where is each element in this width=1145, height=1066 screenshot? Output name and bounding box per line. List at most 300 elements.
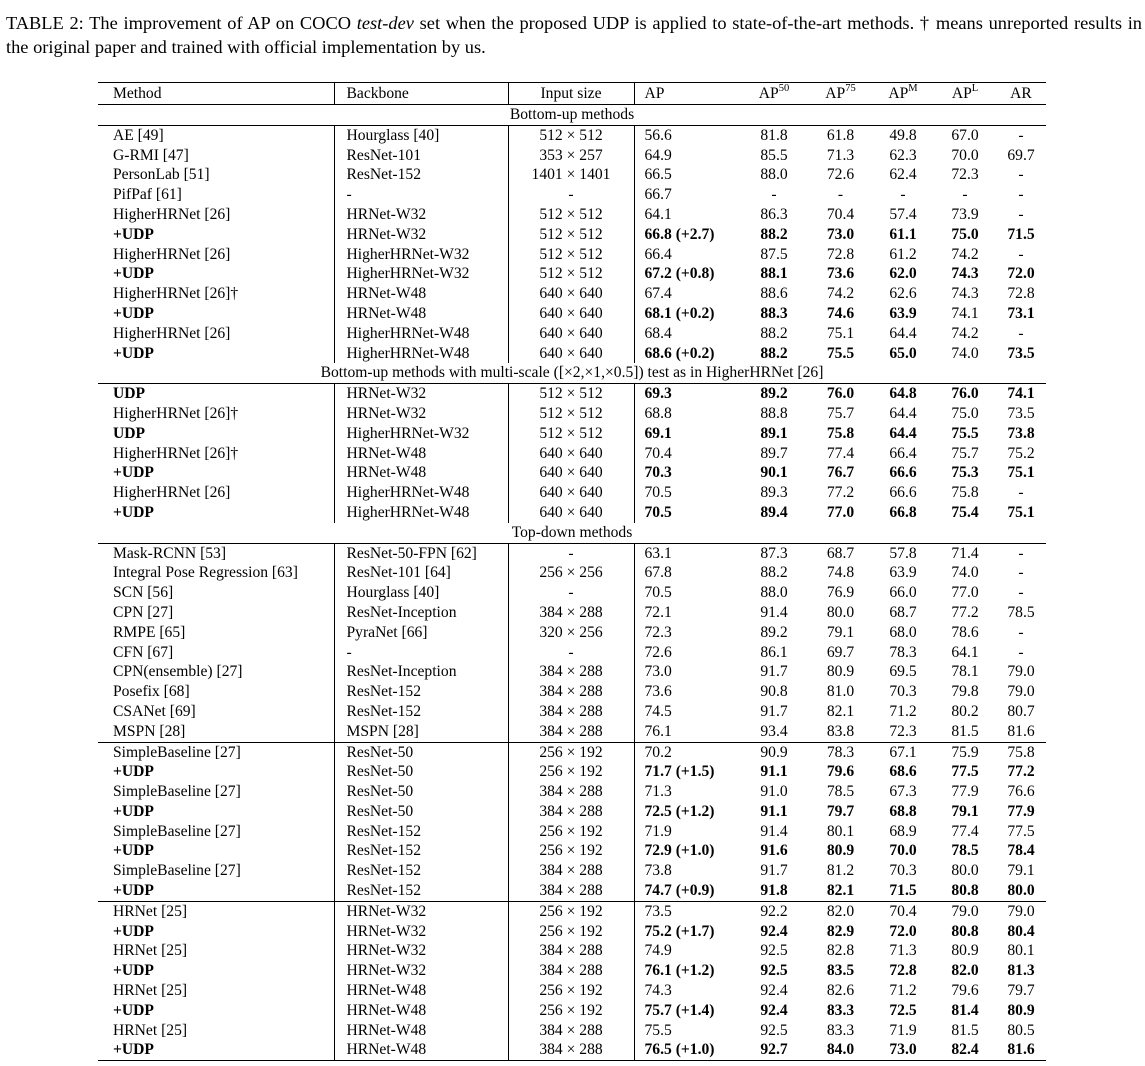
cell-method: +UDP [98,304,334,324]
cell-ar: 77.2 [1007,763,1035,781]
cell-ap50: 91.4 [760,822,788,840]
cell-ap50: 88.6 [760,285,788,303]
table-row [98,603,1046,623]
cell-ap75: 83.3 [826,1001,855,1019]
cell-ap50: 88.2 [760,225,788,243]
cell-ap75: 79.7 [826,802,855,820]
table-row [98,165,1046,185]
cell-ar: - [1018,186,1024,204]
cell-ar: 75.8 [996,742,1046,762]
cell-ar: - [1018,324,1024,342]
cell-input-size: 384 × 288 [508,941,634,961]
header-ap75 [809,83,872,105]
cell-ap50: 90.1 [760,464,788,482]
header-apm [872,83,934,105]
cell-apm: 68.6 [889,763,917,781]
cell-ap: 66.4 [644,245,672,263]
cell-apl: 77.2 [951,603,979,621]
cell-ar: - [1018,623,1024,641]
caption-emphasis: test-dev [356,13,414,33]
cell-ap75: 73.6 [826,265,855,283]
table-row [98,881,1046,901]
cell-method: SimpleBaseline [27] [98,822,334,842]
table-row [98,643,1046,663]
cell-backbone: HRNet-W32 [334,941,508,961]
cell-backbone: HRNet-W48 [334,463,508,483]
cell-backbone: HRNet-W32 [334,922,508,942]
cell-input-size: 256 × 192 [508,922,634,942]
cell-ap75: 82.1 [826,702,855,720]
cell-ap75: 81.0 [826,683,855,701]
cell-ap50: 91.7 [760,663,788,681]
cell-ap: 72.9 (+1.0) [644,842,715,860]
header-ap75-label: AP [825,85,846,102]
cell-backbone: HRNet-W48 [334,1021,508,1041]
cell-method: HigherHRNet [26]† [98,444,334,464]
cell-ap: 63.1 [644,544,672,562]
table-row [98,384,1046,404]
cell-backbone: ResNet-152 [334,861,508,881]
cell-input-size: 256 × 256 [508,563,634,583]
cell-input-size: 384 × 288 [508,782,634,802]
cell-ap75: 75.7 [826,404,855,422]
cell-ap50: 91.1 [760,763,788,781]
header-backbone: Backbone [334,83,508,105]
cell-method: HRNet [25] [98,981,334,1001]
table-row [98,304,1046,324]
cell-ap75: 70.4 [826,205,855,223]
cell-input-size: 353 × 257 [508,146,634,166]
header-ap75-sup: 75 [845,82,856,94]
cell-ap50: 89.7 [760,444,788,462]
section-title: Bottom-up methods [98,105,1046,126]
cell-apm: 64.4 [889,404,917,422]
cell-ap50: 89.2 [760,385,788,403]
table-row [98,861,1046,881]
cell-input-size: 640 × 640 [508,483,634,503]
cell-apm: 66.6 [889,464,917,482]
cell-ap75: 84.0 [809,1040,872,1060]
cell-ap: 71.3 [644,783,672,801]
cell-ap: 67.2 (+0.8) [644,265,715,283]
cell-method: +UDP [98,463,334,483]
cell-ap: 69.1 [644,424,672,442]
cell-ap50: 91.0 [760,783,788,801]
caption-prefix: TABLE 2: The improvement of AP on COCO [6,13,357,33]
cell-ap75: 75.5 [826,344,855,362]
cell-ap: 70.5 [644,584,672,602]
header-ap50-sup: 50 [778,82,790,94]
cell-backbone: HigherHRNet-W32 [334,264,508,284]
table-row [98,324,1046,344]
cell-input-size: 640 × 640 [508,344,634,364]
cell-ap75: 76.0 [826,385,855,403]
cell-ap75: 61.8 [826,126,855,144]
table-row [98,961,1046,981]
cell-ap75: 80.1 [826,822,855,840]
cell-input-size: 512 × 512 [508,225,634,245]
cell-backbone: HigherHRNet-W48 [334,483,508,503]
cell-ap: 69.3 [644,385,672,403]
cell-apm: 68.7 [889,603,917,621]
cell-apl: 77.4 [951,822,979,840]
cell-apl: 74.3 [951,285,979,303]
cell-method: AE [49] [98,125,334,145]
cell-apl: 74.0 [951,344,979,362]
cell-ap50: 92.4 [760,1001,788,1019]
cell-ar: 78.5 [1007,603,1035,621]
cell-method: +UDP [98,961,334,981]
cell-ap75: 68.7 [826,544,855,562]
cell-backbone: HigherHRNet-W48 [334,344,508,364]
cell-input-size: 1401 × 1401 [508,165,634,185]
cell-ap75: 77.2 [826,484,855,502]
cell-ap75: 80.0 [826,603,855,621]
cell-ap50: 92.5 [760,1021,788,1039]
cell-backbone: ResNet-152 [334,881,508,901]
cell-apm: 72.3 [889,722,917,740]
cell-apm: 70.3 [889,683,917,701]
cell-method: SCN [56] [98,583,334,603]
table-row [98,444,1046,464]
cell-method: HigherHRNet [26]† [98,404,334,424]
table-row [98,205,1046,225]
cell-ar: 80.7 [1007,702,1035,720]
cell-apl: 81.5 [951,722,979,740]
cell-ap75: - [837,186,844,204]
cell-ap75: 78.5 [826,783,855,801]
cell-backbone: ResNet-152 [334,822,508,842]
cell-apm: 61.1 [889,225,917,243]
cell-ap50: 91.1 [760,802,788,820]
cell-apm: 72.5 [889,1001,917,1019]
cell-ar: 75.1 [1007,464,1035,482]
cell-backbone: HigherHRNet-W48 [334,503,508,523]
cell-apm: 70.4 [872,901,934,921]
cell-backbone: ResNet-101 [64] [334,563,508,583]
cell-ap75: 75.8 [826,424,855,442]
cell-method: +UDP [98,802,334,822]
cell-apm: 67.3 [889,783,917,801]
cell-ar: 79.0 [996,901,1046,921]
cell-apl: 75.9 [934,742,996,762]
cell-apl: 74.2 [951,245,979,263]
cell-ar: 79.0 [1007,663,1035,681]
cell-apl: 80.8 [951,922,979,940]
cell-input-size: 512 × 512 [508,384,634,404]
cell-apl: 81.5 [951,1021,979,1039]
cell-ar: 80.1 [1007,942,1035,960]
cell-ar: 81.6 [996,1040,1046,1060]
cell-ap: 75.7 (+1.4) [644,1001,715,1019]
cell-apm: 66.6 [889,484,917,502]
cell-ap50: 88.0 [760,584,788,602]
cell-apm: 73.0 [872,1040,934,1060]
cell-apm: 57.4 [889,205,917,223]
cell-apl: 75.7 [951,444,979,462]
cell-ap75: 82.0 [809,901,872,921]
cell-apm: 69.5 [889,663,917,681]
cell-ar: 77.9 [1007,802,1035,820]
cell-ar: 73.8 [1007,424,1035,442]
cell-ar: - [1018,205,1024,223]
table-row [98,822,1046,842]
cell-apm: 65.0 [889,344,917,362]
cell-apl: 77.5 [951,763,979,781]
cell-ap: 68.6 (+0.2) [644,344,715,362]
cell-method: RMPE [65] [98,623,334,643]
cell-apl: 74.3 [951,265,979,283]
cell-backbone: PyraNet [66] [334,623,508,643]
cell-backbone: HRNet-W48 [334,1001,508,1021]
cell-apl: 78.5 [951,842,979,860]
cell-input-size: 640 × 640 [508,463,634,483]
cell-backbone: HRNet-W32 [334,384,508,404]
cell-apm: 68.8 [889,802,917,820]
cell-apl: 74.0 [951,564,979,582]
cell-ap: 70.3 [644,464,672,482]
cell-backbone: HRNet-W48 [334,1040,508,1060]
cell-backbone: HRNet-W32 [334,225,508,245]
cell-method: +UDP [98,881,334,901]
cell-apl: 71.4 [951,544,979,562]
cell-ap75: 83.3 [826,1021,855,1039]
cell-ap50: 88.0 [760,166,788,184]
cell-input-size: 320 × 256 [508,623,634,643]
cell-ap: 76.1 (+1.2) [644,962,715,980]
cell-ap50: 90.9 [739,742,809,762]
cell-apl: 79.1 [951,802,979,820]
cell-method: UDP [98,424,334,444]
cell-apl: 80.9 [951,942,979,960]
table-row [98,225,1046,245]
cell-input-size: 512 × 512 [508,404,634,424]
cell-apm: 68.9 [889,822,917,840]
cell-apl: 80.0 [951,862,979,880]
cell-ar: - [1018,166,1024,184]
cell-method: +UDP [98,1001,334,1021]
cell-input-size: 256 × 192 [508,841,634,861]
cell-ap: 75.5 [644,1021,672,1039]
cell-backbone: ResNet-50 [334,742,508,762]
table-row [98,802,1046,822]
cell-ap50: 92.5 [760,962,788,980]
cell-backbone: ResNet-50-FPN [62] [334,543,508,563]
cell-ap50: 86.3 [760,205,788,223]
cell-input-size: 256 × 192 [508,742,634,762]
cell-input-size: 640 × 640 [508,324,634,344]
table-row [98,702,1046,722]
cell-apm: 64.4 [889,424,917,442]
cell-input-size: 384 × 288 [508,861,634,881]
cell-ap: 70.4 [644,444,672,462]
cell-ap: 68.4 [644,324,672,342]
cell-apl: 75.3 [951,464,979,482]
cell-method: +UDP [98,762,334,782]
cell-ap50: 91.4 [760,603,788,621]
cell-ar: 75.1 [1007,503,1035,521]
cell-ap: 76.5 (+1.0) [634,1040,739,1060]
cell-input-size: 512 × 512 [508,125,634,145]
cell-ar: - [1018,484,1024,502]
cell-ap50: 81.8 [760,126,788,144]
cell-ap50: 88.3 [760,304,788,322]
cell-ar: 78.4 [1007,842,1035,860]
cell-apm: 63.9 [889,304,917,322]
table-row [98,583,1046,603]
cell-method: HigherHRNet [26] [98,483,334,503]
cell-input-size: 640 × 640 [508,284,634,304]
cell-ap: 72.6 [644,643,672,661]
cell-ap50: 91.8 [760,882,788,900]
cell-method: HRNet [25] [98,1021,334,1041]
cell-ap75: 76.7 [826,464,855,482]
cell-apm: - [900,186,906,204]
cell-backbone: HRNet-W32 [334,404,508,424]
cell-input-size: - [508,583,634,603]
cell-input-size: 384 × 288 [508,682,634,702]
cell-input-size: 512 × 512 [508,205,634,225]
table-row [98,682,1046,702]
cell-method: Posefix [68] [98,682,334,702]
cell-apl: 70.0 [951,146,979,164]
cell-backbone: HRNet-W32 [334,901,508,921]
cell-ap: 72.1 [644,603,672,621]
cell-backbone: - [334,643,508,663]
table-row [98,344,1046,364]
cell-apl: 72.3 [951,166,979,184]
cell-input-size: 384 × 288 [508,603,634,623]
cell-input-size: 256 × 192 [508,981,634,1001]
cell-apm: 72.0 [889,922,917,940]
cell-backbone: HigherHRNet-W48 [334,324,508,344]
cell-ar: - [1018,564,1024,582]
cell-ap75: 73.0 [826,225,855,243]
cell-ap50: 90.8 [760,683,788,701]
cell-apl: 79.8 [951,683,979,701]
cell-ar: 81.3 [1007,962,1035,980]
header-input-size: Input size [508,83,634,105]
cell-ap: 67.8 [644,564,672,582]
cell-ap75: 72.6 [826,166,855,184]
cell-ap: 74.5 [644,702,672,720]
cell-input-size: 384 × 288 [508,881,634,901]
cell-apl: 74.2 [951,324,979,342]
cell-ar: 72.0 [1007,265,1035,283]
cell-ap50: 88.2 [760,324,788,342]
cell-ar: - [1018,126,1024,144]
cell-apl: 75.0 [951,225,979,243]
cell-apl: 75.0 [951,404,979,422]
cell-ap: 70.5 [644,484,672,502]
cell-method: +UDP [98,344,334,364]
cell-apm: 71.5 [889,882,917,900]
cell-backbone: ResNet-50 [334,802,508,822]
cell-apm: 66.4 [889,444,917,462]
cell-ap50: 92.4 [760,922,788,940]
cell-ap: 75.2 (+1.7) [644,922,715,940]
cell-ar: 76.6 [1007,783,1035,801]
cell-ap75: 82.8 [826,942,855,960]
table-row [98,722,1046,742]
cell-apm: 71.2 [889,702,917,720]
cell-ap: 70.2 [634,742,739,762]
cell-ap: 74.3 [644,982,672,1000]
cell-input-size: 384 × 288 [508,1021,634,1041]
cell-method: MSPN [28] [98,722,334,742]
cell-method: CFN [67] [98,643,334,663]
cell-apl: 79.0 [934,901,996,921]
cell-input-size: 384 × 288 [508,1040,634,1060]
cell-input-size: 384 × 288 [508,702,634,722]
cell-backbone: ResNet-152 [334,702,508,722]
cell-method: PersonLab [51] [98,165,334,185]
section-header-row [98,363,1046,383]
cell-method: +UDP [98,922,334,942]
cell-input-size: 256 × 192 [508,762,634,782]
cell-ap50: 89.4 [760,503,788,521]
cell-ap: 66.5 [644,166,672,184]
cell-ap75: 78.3 [809,742,872,762]
header-method: Method [98,83,334,105]
cell-ar: 79.0 [1007,683,1035,701]
cell-ap: 76.1 [644,722,672,740]
cell-apm: 71.3 [889,942,917,960]
cell-input-size: 384 × 288 [508,802,634,822]
cell-method: SimpleBaseline [27] [98,782,334,802]
cell-apm: 72.8 [889,962,917,980]
cell-method: HRNet [25] [98,941,334,961]
cell-method: +UDP [98,225,334,245]
cell-ap50: 88.1 [760,265,788,283]
cell-apm: 64.4 [889,324,917,342]
section-title: Top-down methods [98,523,1046,543]
table-row [98,662,1046,682]
results-table [98,82,1046,1061]
cell-apl: 75.8 [951,484,979,502]
cell-method: SimpleBaseline [27] [98,742,334,762]
table-row [98,742,1046,762]
cell-apm: 67.1 [872,742,934,762]
cell-ar: 73.5 [1007,344,1035,362]
cell-ap: 72.5 (+1.2) [644,802,715,820]
cell-backbone: - [334,185,508,205]
cell-input-size: 256 × 192 [508,1001,634,1021]
cell-ap: 74.7 (+0.9) [644,882,715,900]
table-row [98,563,1046,583]
cell-backbone: ResNet-152 [334,841,508,861]
cell-ap75: 79.6 [826,763,855,781]
table-row [98,941,1046,961]
cell-method: PifPaf [61] [98,185,334,205]
cell-apl: 75.5 [951,424,979,442]
cell-ap: 66.8 (+2.7) [644,225,715,243]
table-row [98,841,1046,861]
cell-ap50: 86.1 [760,643,788,661]
cell-backbone: ResNet-50 [334,782,508,802]
cell-method: +UDP [98,1040,334,1060]
cell-ap50: 92.5 [760,942,788,960]
cell-backbone: HRNet-W48 [334,981,508,1001]
cell-apl: 64.1 [951,643,979,661]
cell-ap75: 79.1 [826,623,855,641]
cell-ap75: 74.6 [826,304,855,322]
cell-ar: 80.0 [1007,882,1035,900]
cell-ap50: 87.5 [760,245,788,263]
cell-ap50: 88.8 [760,404,788,422]
cell-ap75: 74.2 [826,285,855,303]
cell-input-size: 640 × 640 [508,304,634,324]
